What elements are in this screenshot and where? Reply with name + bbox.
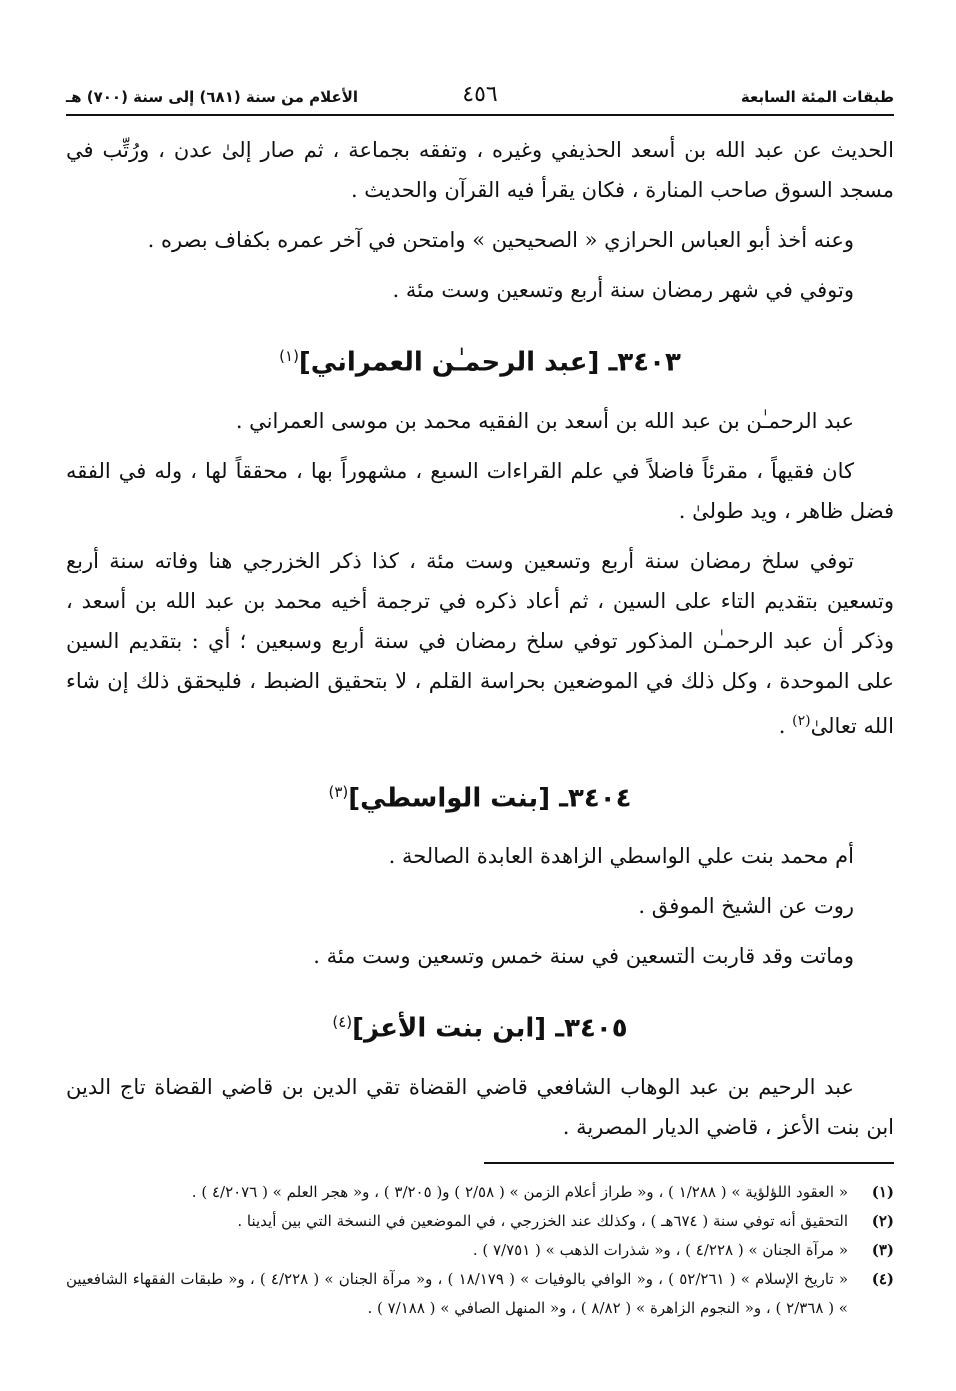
footnote: [66, 1265, 894, 1323]
entry-paragraph: عبد الرحمـٰن بن عبد الله بن أسعد بن الفقيه محمد بن موسى العمراني .: [235, 408, 854, 433]
footnote: [66, 1236, 894, 1265]
entry-title: ٣٤٠٤ـ [بنت الواسطي]: [348, 783, 632, 814]
footnote: [66, 1178, 894, 1207]
entry-heading: [66, 772, 894, 819]
entry-paragraph: [66, 541, 894, 746]
footnote-number: (٣): [871, 1241, 894, 1259]
intro-paragraph: الحديث عن عبد الله بن أسعد الحذيفي وغيره ، وتفقه بجماعة ، ثم صار إلىٰ عدن ، ورُتِّب في مسجد السوق صاحب المنارة ، فكان يقرأ فيه القرآن والحديث .: [66, 138, 894, 202]
running-header: [66, 84, 894, 116]
footnote-text: « تاريخ الإسلام » ( ٥٢/٢٦١ ) ، و« الوافي بالوفيات » ( ١٨/١٧٩ ) ، و« مرآة الجنان » ( ٤/٢٢٨ ) ، و« طبقات الفقهاء الشافعيين » ( ٢/٣٦٨ ) ، و« النجوم الزاهرة » ( ٨/٨٢ ) ، و« المنهل الصافي » ( ٧/١٨٨ ) .: [66, 1270, 848, 1317]
footnote-text: « مرآة الجنان » ( ٤/٢٢٨ ) ، و« شذرات الذهب » ( ٧/٧٥١ ) .: [472, 1241, 848, 1259]
entry-title: ٣٤٠٣ـ [عبد الرحمـٰن العمراني]: [298, 347, 681, 378]
entry-paragraph: أم محمد بنت علي الواسطي الزاهدة العابدة الصالحة .: [388, 844, 854, 869]
footnote-text: التحقيق أنه توفي سنة ( ٦٧٤هـ ) ، وكذلك عند الخزرجي ، في الموضعين في النسخة التي بين أيدينا .: [237, 1212, 848, 1230]
footnote-ref: (٢): [792, 712, 811, 729]
footnote-ref: (١): [279, 347, 299, 365]
entry-heading: [66, 336, 894, 383]
footnote-number: (٤): [871, 1270, 894, 1288]
header-section-title: طبقات المئة السابعة: [740, 88, 894, 106]
entry-paragraph: كان فقيهاً ، مقرئاً فاضلاً في علم القراءات السبع ، مشهوراً بها ، محققاً لها ، وله في الفقه فضل ظاهر ، ويد طولىٰ .: [66, 458, 894, 523]
entry-heading: [66, 1002, 894, 1049]
entry-paragraph: روت عن الشيخ الموفق .: [638, 894, 854, 919]
footnotes: [66, 1178, 894, 1323]
page-body: [66, 130, 894, 1147]
entry-paragraph: وماتت وقد قاربت التسعين في سنة خمس وتسعين وست مئة .: [313, 944, 854, 969]
entry-text-end: .: [778, 713, 793, 738]
intro-paragraph: وتوفي في شهر رمضان سنة أربع وتسعين وست مئة .: [392, 278, 854, 302]
footnote: [66, 1207, 894, 1236]
entry-paragraph: عبد الرحيم بن عبد الوهاب الشافعي قاضي القضاة تقي الدين بن قاضي القضاة تاج الدين ابن بنت الأعز ، قاضي الديار المصرية .: [66, 1074, 894, 1139]
header-year-range: الأعلام من سنة (٦٨١) إلى سنة (٧٠٠) هـ: [66, 88, 359, 106]
footnote-number: (٢): [871, 1212, 894, 1230]
footnote-number: (١): [871, 1183, 894, 1201]
footnote-divider: [484, 1162, 894, 1164]
intro-paragraph: وعنه أخذ أبو العباس الحرازي « الصحيحين » وامتحن في آخر عمره بكفاف بصره .: [147, 228, 854, 252]
footnote-ref: (٣): [328, 782, 349, 801]
entry-title: ٣٤٠٥ـ [ابن بنت الأعز]: [352, 1013, 628, 1044]
footnote-ref: (٤): [332, 1013, 353, 1032]
entry-text: توفي سلخ رمضان سنة أربع وتسعين وست مئة ، كذا ذكر الخزرجي هنا وفاته سنة أربع وتسعين بتقديم التاء على السين ، ثم أعاد ذكره في ترجمة أخيه محمد بن عبد الله بن أسعد ، وذكر أن عبد الرحمـٰن المذكور توفي سلخ رمضان في سنة أربع وسبعين ؛ أي : بتقديم السين على الموحدة ، وكل ذلك في الموضعين بحراسة القلم ، لا بتحقيق الضبط ، فليحقق ذلك إن شاء الله تعالىٰ: [66, 548, 894, 738]
page-number: ٤٥٦: [462, 82, 498, 107]
footnote-text: « العقود اللؤلؤية » ( ١/٢٨٨ ) ، و« طراز أعلام الزمن » ( ٢/٥٨ ) و( ٣/٢٠٥ ) ، و« هجر العلم » ( ٤/٢٠٧٦ ) .: [191, 1183, 848, 1201]
